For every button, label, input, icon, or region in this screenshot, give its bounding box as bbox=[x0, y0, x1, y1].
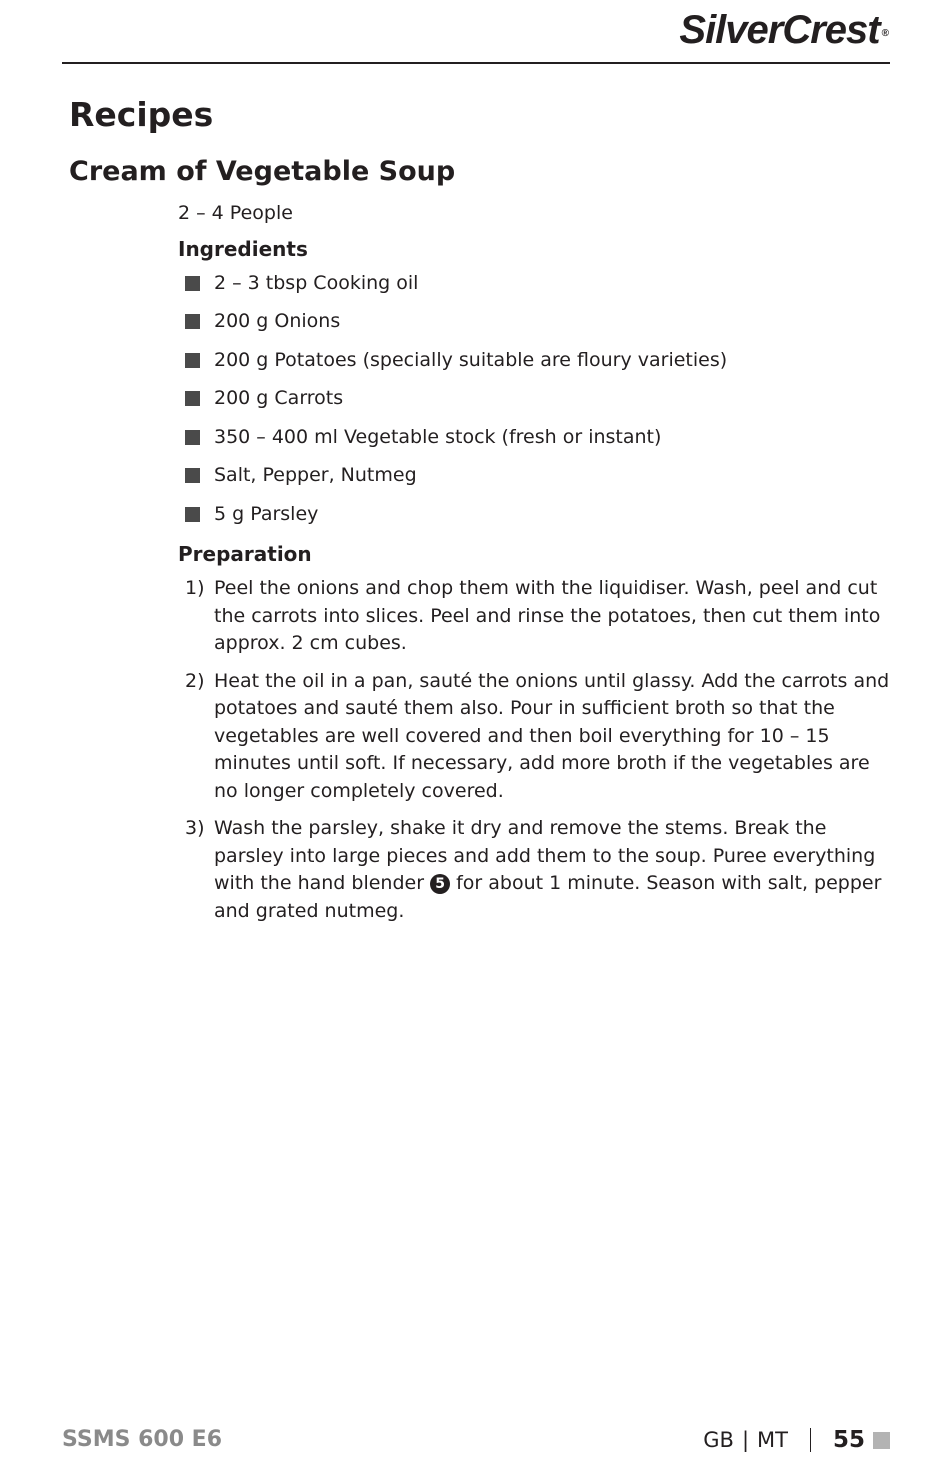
ingredient-text: 350 – 400 ml Vegetable stock (fresh or instant) bbox=[214, 425, 662, 448]
step-item bbox=[178, 668, 890, 806]
ingredient-text: 200 g Potatoes (specially suitable are floury varieties) bbox=[214, 348, 728, 371]
language-code-gb: GB bbox=[703, 1428, 734, 1452]
ingredient-item bbox=[178, 385, 890, 413]
ingredient-item bbox=[178, 501, 890, 529]
page-number: 55 bbox=[832, 1427, 865, 1453]
step-item bbox=[178, 815, 890, 925]
square-bullet-icon bbox=[185, 353, 200, 368]
ingredient-item bbox=[178, 462, 890, 490]
header-divider bbox=[62, 62, 890, 64]
ingredients-heading: Ingredients bbox=[178, 236, 308, 261]
ingredient-text: 2 – 3 tbsp Cooking oil bbox=[214, 271, 419, 294]
ingredient-item bbox=[178, 308, 890, 336]
servings: 2 – 4 People bbox=[178, 202, 293, 224]
model-number: SSMS 600 E6 bbox=[62, 1427, 223, 1452]
language-code-mt: MT bbox=[757, 1428, 788, 1452]
step-text-after: for about 1 minute. Season with salt, pepper and grated nutmeg. bbox=[214, 872, 882, 922]
step-text: Peel the onions and chop them with the liquidiser. Wash, peel and cut the carrots into slices. Peel and rinse the potatoes, then cut them into approx. 2 cm cubes. bbox=[214, 577, 881, 654]
ingredient-text: 200 g Carrots bbox=[214, 387, 344, 409]
brand-logo-text: SilverCrest bbox=[679, 8, 880, 52]
ingredient-item bbox=[178, 424, 890, 452]
registered-mark: ® bbox=[881, 28, 888, 39]
square-bullet-icon bbox=[185, 430, 200, 445]
ingredients-list bbox=[178, 270, 890, 529]
step-number: 1) bbox=[185, 577, 205, 599]
square-bullet-icon bbox=[185, 314, 200, 329]
step-text-before: Wash the parsley, shake it dry and remove the stems. Break the parsley into large pieces and add them to the soup. Puree everything with the hand blender bbox=[214, 817, 876, 894]
ingredient-text: 5 g Parsley bbox=[214, 502, 319, 525]
ingredient-text: 200 g Onions bbox=[214, 310, 341, 332]
ingredient-text: Salt, Pepper, Nutmeg bbox=[214, 464, 417, 486]
page-marker-square-icon bbox=[873, 1432, 890, 1449]
step-item bbox=[178, 575, 890, 658]
part-reference-badge: 5 bbox=[430, 874, 450, 894]
language-separator: | bbox=[741, 1428, 750, 1452]
page-title: Recipes bbox=[69, 95, 214, 134]
ingredient-item bbox=[178, 270, 890, 298]
recipe-title: Cream of Vegetable Soup bbox=[69, 156, 456, 187]
square-bullet-icon bbox=[185, 276, 200, 291]
preparation-heading: Preparation bbox=[178, 542, 312, 566]
step-number: 2) bbox=[185, 669, 205, 692]
page-footer bbox=[703, 1425, 890, 1455]
square-bullet-icon bbox=[185, 507, 200, 522]
footer-divider bbox=[810, 1428, 811, 1452]
step-text: Heat the oil in a pan, sauté the onions until glassy. Add the carrots and potatoes and sauté them also. Pour in sufficient broth so that the vegetables are well covered and then boil everything for 10 – 15 minutes until soft. If necessary, add more broth if the vegetables are no longer completely covered. bbox=[214, 669, 890, 802]
preparation-steps bbox=[178, 575, 890, 925]
brand-logo bbox=[679, 8, 888, 52]
step-number: 3) bbox=[185, 817, 205, 839]
square-bullet-icon bbox=[185, 391, 200, 406]
recipe-content bbox=[178, 200, 890, 935]
square-bullet-icon bbox=[185, 468, 200, 483]
ingredient-item bbox=[178, 347, 890, 375]
